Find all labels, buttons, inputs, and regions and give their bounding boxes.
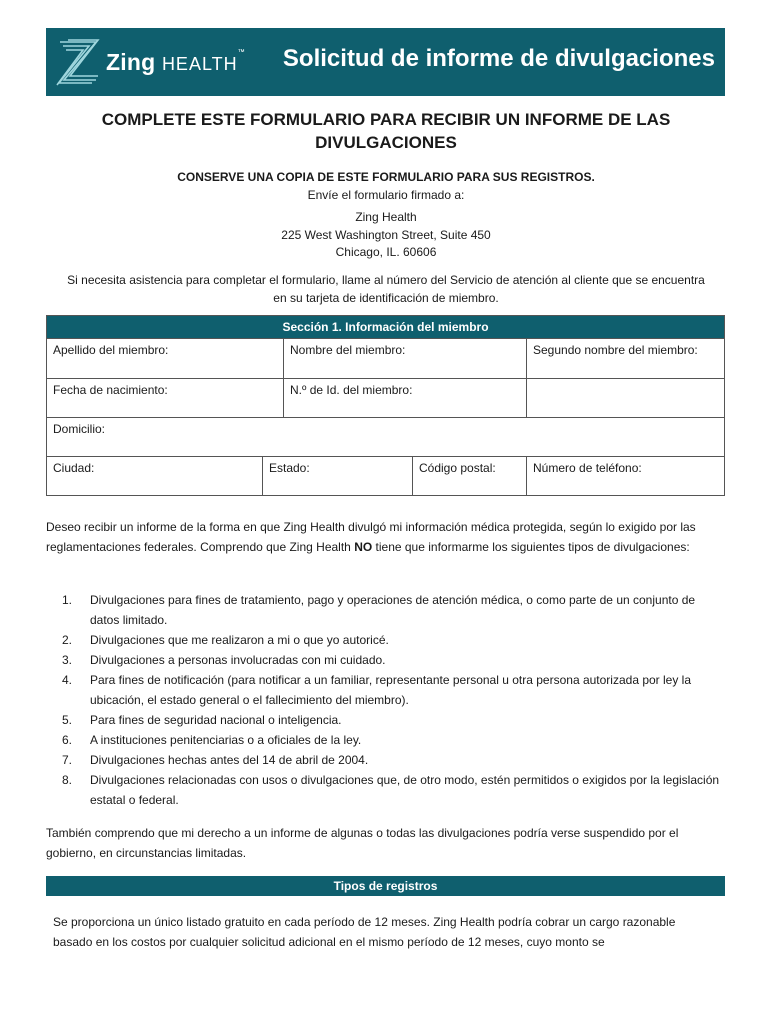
list-item: 6. A instituciones penitenciarias o a oficiales de la ley. [62,733,362,747]
request-text-bold: NO [354,540,373,554]
list-item: 1. Divulgaciones para fines de tratamiento, pago y operaciones de atención médica, o como parte de un conjunto de datos limitado. [62,593,696,627]
request-text-before: Deseo recibir un informe de la forma en que Zing Health divulgó mi información médica protegida, según lo exigido por las reglamentaciones federales. Comprendo que Zing Health [46,520,696,554]
send-to-label: Envíe el formulario firmado a: [307,188,465,202]
city-field[interactable]: Ciudad: [53,461,95,475]
list-item: 3. Divulgaciones a personas involucradas con mi cuidado. [62,653,386,667]
logo-brand: Zing [106,49,156,75]
record-types-header: Tipos de registros [46,876,725,896]
request-text-after: tiene que informarme los siguientes tipos de divulgaciones: [372,540,690,554]
logo-trademark: ™ [237,49,245,56]
empty-field[interactable] [526,379,724,417]
middle-name-field[interactable]: Segundo nombre del miembro: [526,339,724,378]
table-row [47,338,724,378]
zing-logo-icon [56,38,100,86]
form-heading: COMPLETE ESTE FORMULARIO PARA RECIBIR UN INFORME DE LAS DIVULGACIONES [101,110,671,152]
address-line-1: Zing Health [355,210,417,224]
record-types-text: Se proporciona un único listado gratuito en cada período de 12 meses. Zing Health podría cobrar un cargo razonable basado en los costos por cualquier solicitud adicional en el mismo período de 12 meses, cuyo monto se [53,915,676,949]
state-field[interactable]: Estado: [262,457,412,495]
member-id-field[interactable]: N.º de Id. del miembro: [283,379,526,417]
assistance-text: Si necesita asistencia para completar el formulario, llame al número del Servicio de atención al cliente que se encuentra en su tarjeta de identificación de miembro. [67,273,705,305]
address-line-2: 225 West Washington Street, Suite 450 [281,228,491,242]
list-item: 4. Para fines de notificación (para notificar a un familiar, representante personal u otra persona autorizada por ley la ubicación, el estado general o el fallecimiento del miembro). [62,673,692,707]
suspension-paragraph: También comprendo que mi derecho a un informe de algunas o todas las divulgaciones podría verse suspendido por el gobierno, en circunstancias limitadas. [46,826,679,860]
phone-field[interactable]: Número de teléfono: [526,457,724,495]
section1-header: Sección 1. Información del miembro [47,316,724,338]
address-line-3: Chicago, IL. 60606 [335,245,437,259]
table-row [47,456,724,495]
dob-field[interactable]: Fecha de nacimiento: [53,383,168,397]
address-field[interactable]: Domicilio: [53,422,106,436]
list-item: 2. Divulgaciones que me realizaron a mi o que yo autoricé. [62,633,389,647]
logo-health: HEALTH [161,54,238,74]
table-row [47,417,724,456]
member-info-table [46,315,725,496]
list-item: 8. Divulgaciones relacionadas con usos o divulgaciones que, de otro modo, estén permitidos o exigidos por la legislación estatal o federal. [62,773,720,807]
logo-wordmark [106,49,245,76]
list-item: 5. Para fines de seguridad nacional o inteligencia. [62,713,342,727]
exclusions-list [62,590,725,810]
keep-copy-notice: CONSERVE UNA COPIA DE ESTE FORMULARIO PARA SUS REGISTROS. [177,170,595,184]
zip-field[interactable]: Código postal: [412,457,526,495]
list-item: 7. Divulgaciones hechas antes del 14 de abril de 2004. [62,753,369,767]
last-name-field[interactable]: Apellido del miembro: [53,343,169,357]
header-banner [46,28,725,96]
request-paragraph [46,517,725,557]
first-name-field[interactable]: Nombre del miembro: [283,339,526,378]
page-title: Solicitud de informe de divulgaciones [282,45,715,72]
table-row [47,378,724,417]
